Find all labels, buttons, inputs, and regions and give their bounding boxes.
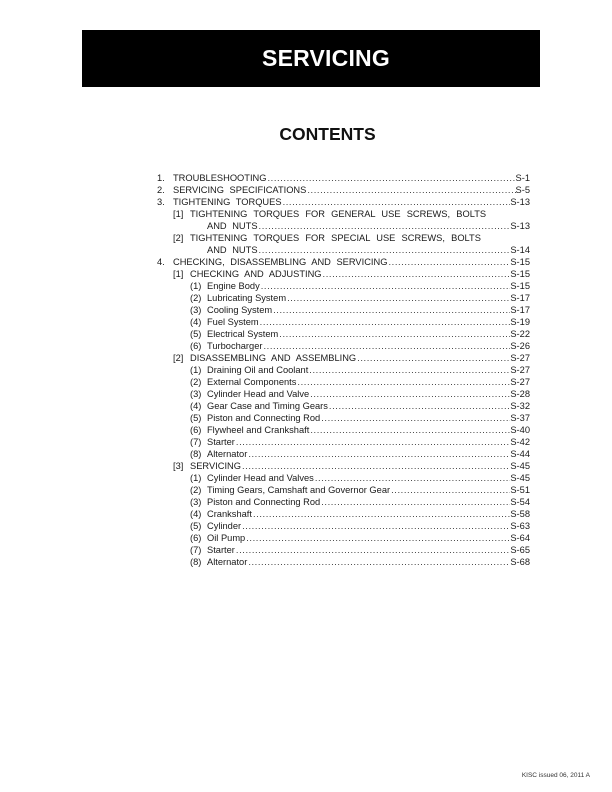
toc-entry-number: [1] [173, 209, 184, 219]
toc-entry-number: 2. [157, 185, 165, 195]
toc-entry-number: (3) [190, 389, 202, 399]
leader-dots [248, 448, 510, 460]
toc-entry[interactable] [157, 448, 530, 460]
toc-entry-page[interactable]: S-54 [510, 497, 530, 507]
leader-dots [253, 508, 510, 520]
toc-entry-number: (3) [190, 305, 202, 315]
toc-entry[interactable] [157, 388, 530, 400]
leader-dots [279, 328, 510, 340]
toc-entry-page[interactable]: S-32 [510, 401, 530, 411]
toc-entry-page[interactable]: S-63 [510, 521, 530, 531]
toc-entry-label[interactable]: Alternator [207, 449, 248, 459]
toc-entry-page[interactable]: S-27 [510, 365, 530, 375]
toc-entry-number: (7) [190, 437, 202, 447]
toc-entry-label[interactable]: Fuel System [207, 317, 259, 327]
toc-entry-number: 3. [157, 197, 165, 207]
toc-entry[interactable] [157, 376, 530, 388]
toc-entry-page[interactable]: S-65 [510, 545, 530, 555]
leader-dots [297, 376, 510, 388]
toc-entry-number: (6) [190, 533, 202, 543]
toc-entry-label[interactable]: TIGHTENING TORQUES [173, 197, 282, 207]
leader-dots [388, 256, 510, 268]
toc-entry-label[interactable]: Lubricating System [207, 293, 287, 303]
toc-entry[interactable] [157, 556, 530, 568]
toc-entry-page[interactable]: S-51 [510, 485, 530, 495]
leader-dots [261, 280, 511, 292]
section-banner [82, 30, 540, 87]
toc-entry[interactable] [157, 232, 530, 244]
toc-entry-page[interactable]: S-1 [515, 173, 530, 183]
toc-entry-page[interactable]: S-15 [510, 281, 530, 291]
leader-dots [268, 172, 516, 184]
leader-dots [246, 532, 510, 544]
toc-entry-page[interactable]: S-26 [510, 341, 530, 351]
leader-dots [287, 292, 510, 304]
toc-entry[interactable] [157, 316, 530, 328]
toc-entry-label[interactable]: Cooling System [207, 305, 273, 315]
contents-heading: CONTENTS [279, 124, 376, 144]
toc-entry-page[interactable]: S-14 [510, 245, 530, 255]
leader-dots [310, 424, 510, 436]
leader-dots [248, 556, 510, 568]
toc-entry-label[interactable]: Timing Gears, Camshaft and Governor Gear [207, 485, 391, 495]
toc-entry-label[interactable]: AND NUTS [207, 245, 258, 255]
toc-entry[interactable] [157, 508, 530, 520]
toc-entry[interactable] [157, 544, 530, 556]
toc-entry-number: (2) [190, 485, 202, 495]
toc-entry-label[interactable]: Oil Pump [207, 533, 246, 543]
toc-entry-page[interactable]: S-13 [510, 197, 530, 207]
toc-entry-label[interactable]: External Components [207, 377, 297, 387]
toc-entry-page[interactable]: S-22 [510, 329, 530, 339]
toc-entry-number: (1) [190, 473, 202, 483]
toc-entry[interactable] [157, 424, 530, 436]
toc-entry-page[interactable]: S-37 [510, 413, 530, 423]
leader-dots [259, 220, 511, 232]
toc-entry[interactable] [157, 340, 530, 352]
toc-entry-number: 1. [157, 173, 165, 183]
leader-dots [273, 304, 510, 316]
toc-entry-page[interactable]: S-19 [510, 317, 530, 327]
toc-entry-page[interactable]: S-45 [510, 473, 530, 483]
toc-entry-page[interactable]: S-58 [510, 509, 530, 519]
toc-entry-page[interactable]: S-27 [510, 353, 530, 363]
leader-dots [236, 544, 510, 556]
toc-entry-label[interactable]: AND NUTS [207, 221, 258, 231]
toc-entry-label[interactable]: Cylinder [207, 521, 242, 531]
toc-entry-label[interactable]: TIGHTENING TORQUES FOR GENERAL USE SCREWS, BOLTS [190, 209, 487, 219]
toc-entry-page[interactable]: S-68 [510, 557, 530, 567]
toc-entry-continuation[interactable] [157, 220, 530, 232]
toc-entry[interactable] [157, 352, 530, 364]
toc-entry[interactable] [157, 460, 530, 472]
toc-entry-label[interactable]: Flywheel and Crankshaft [207, 425, 310, 435]
leader-dots [259, 244, 511, 256]
banner-title: SERVICING [262, 45, 390, 71]
toc-entry-number: (4) [190, 317, 202, 327]
toc-entry-label[interactable]: Starter [207, 437, 235, 447]
toc-entry[interactable] [157, 292, 530, 304]
toc-entry-page[interactable]: S-13 [510, 221, 530, 231]
toc-entry-label[interactable]: CHECKING, DISASSEMBLING AND SERVICING [173, 257, 388, 267]
leader-dots [315, 472, 511, 484]
toc-entry[interactable] [157, 472, 530, 484]
toc-entry[interactable] [157, 412, 530, 424]
toc-entry-number: 4. [157, 257, 165, 267]
toc-entry[interactable] [157, 364, 530, 376]
toc-entry[interactable] [157, 532, 530, 544]
toc-entry-number: (3) [190, 497, 202, 507]
toc-entry-label[interactable]: TIGHTENING TORQUES FOR SPECIAL USE SCREWS, BOLTS [190, 233, 481, 243]
toc-entry-page[interactable]: S-5 [515, 185, 530, 195]
toc-entry-page[interactable]: S-28 [510, 389, 530, 399]
leader-dots [357, 352, 510, 364]
toc-entry[interactable] [157, 520, 530, 532]
toc-entry[interactable] [157, 496, 530, 508]
toc-entry-number: [3] [173, 461, 184, 471]
toc-entry-number: [1] [173, 269, 184, 279]
leader-dots [307, 184, 515, 196]
toc-entry-continuation[interactable] [157, 244, 530, 256]
leader-dots [260, 316, 511, 328]
toc-entry-number: (7) [190, 545, 202, 555]
toc-entry[interactable] [157, 280, 530, 292]
toc-entry-number: [2] [173, 233, 184, 243]
toc-entry-number: (6) [190, 341, 202, 351]
toc-entry-label[interactable]: Alternator [207, 557, 248, 567]
toc-entry-label[interactable]: Gear Case and Timing Gears [207, 401, 328, 411]
toc-entry-page[interactable]: S-64 [510, 533, 530, 543]
leader-dots [391, 484, 510, 496]
toc-entry-page[interactable]: S-17 [510, 305, 530, 315]
toc-entry[interactable] [157, 436, 530, 448]
leader-dots [323, 268, 511, 280]
toc-entry-label[interactable]: CHECKING AND ADJUSTING [190, 269, 322, 279]
toc-entry-number: (5) [190, 329, 202, 339]
toc-entry-label[interactable]: Starter [207, 545, 235, 555]
toc-entry-number: (5) [190, 413, 202, 423]
toc-entry-label[interactable]: Turbocharger [207, 341, 263, 351]
leader-dots [283, 196, 511, 208]
leader-dots [236, 436, 510, 448]
toc-entry-page[interactable]: S-17 [510, 293, 530, 303]
toc-entry-label[interactable]: Crankshaft [207, 509, 252, 519]
toc-entry-number: (1) [190, 365, 202, 375]
toc-entry-label[interactable]: Piston and Connecting Rod [207, 413, 321, 423]
leader-dots [329, 400, 510, 412]
toc-entry-label[interactable]: Draining Oil and Coolant [207, 365, 309, 375]
toc-entry-number: (2) [190, 293, 202, 303]
toc-entry-page[interactable]: S-45 [510, 461, 530, 471]
toc-entry[interactable] [157, 400, 530, 412]
toc-entry-page[interactable]: S-27 [510, 377, 530, 387]
toc-entry[interactable] [157, 484, 530, 496]
toc-entry-number: (5) [190, 521, 202, 531]
toc-entry-number: (4) [190, 401, 202, 411]
leader-dots [321, 496, 510, 508]
toc-entry[interactable] [157, 172, 530, 184]
toc-entry[interactable] [157, 196, 530, 208]
toc-entry-label[interactable]: SERVICING [190, 461, 241, 471]
toc-entry-number: [2] [173, 353, 184, 363]
toc-entry-number: (8) [190, 449, 202, 459]
leader-dots [309, 364, 510, 376]
toc-entry-page[interactable]: S-40 [510, 425, 530, 435]
toc-entry[interactable] [157, 256, 530, 268]
toc-entry-label[interactable]: Engine Body [207, 281, 260, 291]
toc-entry[interactable] [157, 328, 530, 340]
leader-dots [263, 340, 510, 352]
toc-entry-number: (1) [190, 281, 202, 291]
toc-entry-label[interactable]: Piston and Connecting Rod [207, 497, 321, 507]
toc-entry-label[interactable]: Cylinder Head and Valves [207, 473, 314, 483]
leader-dots [242, 460, 510, 472]
toc-entry-page[interactable]: S-15 [510, 257, 530, 267]
toc-entry-label[interactable]: DISASSEMBLING AND ASSEMBLING [190, 353, 357, 363]
toc-entry-label[interactable]: Cylinder Head and Valve [207, 389, 310, 399]
toc-entry[interactable] [157, 304, 530, 316]
toc-entry-number: (8) [190, 557, 202, 567]
toc-entry-page[interactable]: S-42 [510, 437, 530, 447]
toc-entry-label[interactable]: TROUBLESHOOTING [173, 173, 267, 183]
toc-entry-label[interactable]: Electrical System [207, 329, 279, 339]
toc-entry-number: (2) [190, 377, 202, 387]
leader-dots [242, 520, 510, 532]
toc-entry[interactable] [157, 184, 530, 196]
toc-entry[interactable] [157, 268, 530, 280]
leader-dots [321, 412, 510, 424]
toc-entry-label[interactable]: SERVICING SPECIFICATIONS [173, 185, 307, 195]
leader-dots [310, 388, 510, 400]
toc-entry-page[interactable]: S-44 [510, 449, 530, 459]
toc-entry[interactable] [157, 208, 530, 220]
toc-entry-page[interactable]: S-15 [510, 269, 530, 279]
issue-footer: KISC issued 06, 2011 A [521, 772, 590, 779]
toc-entry-number: (6) [190, 425, 202, 435]
table-of-contents [157, 172, 530, 568]
toc-entry-number: (4) [190, 509, 202, 519]
